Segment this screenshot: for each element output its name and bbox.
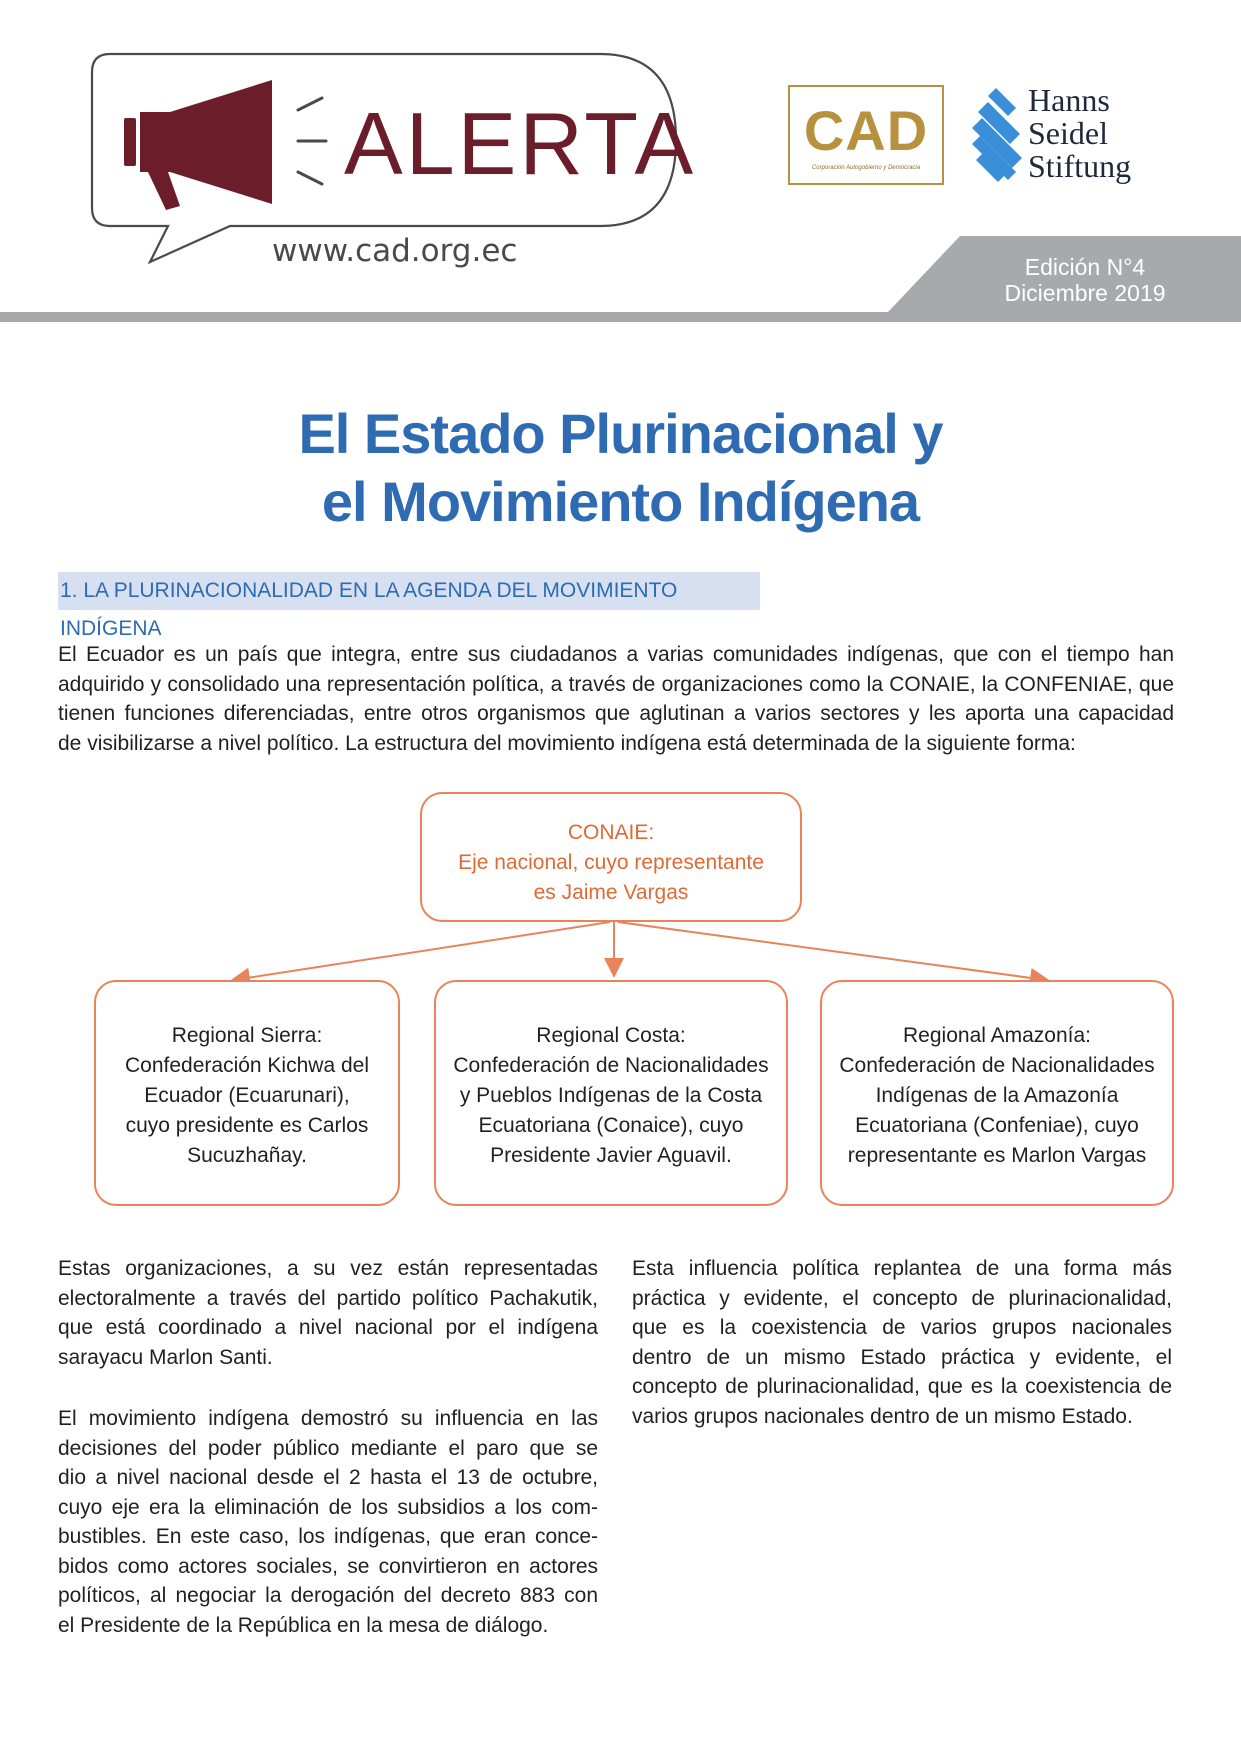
edition-number: Edición N°4 [1024, 254, 1146, 280]
box-line: Confederación Kichwa del [125, 1054, 369, 1077]
box-line: representante es Marlon Vargas [847, 1144, 1147, 1167]
page-title-line: El Estado Plurinacional y [298, 402, 943, 465]
regional-costa-box [434, 980, 788, 1206]
section-heading: 1. LA PLURINACIONALIDAD EN LA AGENDA DEL MOVIMIENTO INDÍGENA [58, 572, 760, 610]
sound-lines-icon [298, 98, 326, 184]
text-line: el Presidente de la República en la mesa de diálogo. [58, 1613, 549, 1637]
text-line: dio a nivel nacional desde el 2 hasta el 13 de octubre, [58, 1466, 598, 1489]
cad-logo-letters: CAD [803, 99, 929, 162]
text-line: dentro de un mismo Estado práctica y evidente, el [632, 1345, 1172, 1369]
text-line: varios grupos nacionales dentro de un mismo Estado. [632, 1404, 1133, 1428]
page-title-line: el Movimiento Indígena [321, 470, 920, 533]
hss-logo-line: Seidel [1028, 115, 1108, 151]
text-line: concepto de plurinacionalidad, que es la coexistencia de [632, 1375, 1172, 1398]
box-line: Regional Amazonía: [903, 1024, 1091, 1047]
intro-paragraph [58, 640, 1174, 758]
box-line: Regional Costa: [536, 1024, 686, 1047]
box-line: Ecuatoriana (Confeniae), cuyo [855, 1114, 1139, 1137]
hss-logo-text [1028, 84, 1131, 183]
text-line: que es la coexistencia de varios grupos nacionales [632, 1316, 1172, 1339]
text-line: Esta influencia política replantea de una forma más [632, 1257, 1172, 1280]
text-line: decisiones del poder público mediante el paro que se [58, 1436, 598, 1460]
text-line: El Ecuador es un país que integra, entre sus ciudadanos a varias comunidades indígenas, que con el tiempo han [58, 643, 1174, 666]
gray-band [0, 312, 1241, 322]
regional-amazonia-box [820, 980, 1174, 1206]
connector-arrow-amazonia [618, 922, 1046, 980]
text-line: bustibles. En este caso, los indígenas, que eran conce- [58, 1525, 598, 1548]
box-line: CONAIE: [567, 821, 655, 844]
website-link[interactable]: www.cad.org.ec [272, 233, 518, 269]
conaie-box [420, 792, 802, 922]
text-line: cuyo eje era la eliminación de los subsidios a los com- [58, 1495, 598, 1519]
box-line: es Jaime Vargas [533, 881, 689, 904]
text-line: electoralmente a través del partido político Pachakutik, [58, 1286, 598, 1310]
edition-date: Diciembre 2019 [1004, 280, 1166, 306]
megaphone-icon [124, 80, 272, 210]
edition-info [990, 254, 1180, 306]
cad-logo-subtitle: Corporación Autogobierno y Democracia [811, 165, 921, 171]
box-line: y Pueblos Indígenas de la Costa [459, 1084, 763, 1107]
left-paragraph-2 [58, 1404, 598, 1640]
right-paragraph [632, 1254, 1172, 1431]
text-line: bidos como actores sociales, se convirtieron en actores [58, 1554, 598, 1578]
box-line: Confederación de Nacionalidades [453, 1054, 769, 1077]
text-line: de visibilizarse a nivel político. La estructura del movimiento indígena está determinada de la siguiente forma: [58, 731, 1076, 755]
box-line: cuyo presidente es Carlos [125, 1114, 369, 1137]
page-title [0, 400, 1241, 536]
box-line: Eje nacional, cuyo representante [458, 851, 764, 874]
box-line: Confederación de Nacionalidades [839, 1054, 1155, 1077]
box-line: Indígenas de la Amazonía [875, 1084, 1119, 1107]
hss-stripes-logo [972, 88, 1022, 182]
hss-logo-line: Stiftung [1028, 148, 1132, 184]
text-line: Estas organizaciones, a su vez están representadas [58, 1257, 598, 1280]
text-line: políticos, al negociar la derogación del decreto 883 con [58, 1584, 598, 1607]
connector-arrow-sierra [234, 922, 610, 980]
regional-sierra-box [94, 980, 400, 1206]
text-line: adquirido y consolidado una representación política, a través de organizaciones como la CONAIE, la CONFENIAE, que [58, 672, 1174, 696]
text-line: que está coordinado a nivel nacional por el indígena [58, 1316, 598, 1339]
text-line: práctica y evidente, el concepto de plurinacionalidad, [632, 1286, 1172, 1310]
left-paragraph-1 [58, 1254, 598, 1372]
cad-logo [788, 85, 944, 185]
text-line: sarayacu Marlon Santi. [58, 1345, 273, 1369]
alerta-brand-word: ALERTA [344, 94, 697, 193]
box-line: Sucuzhañay. [187, 1144, 307, 1167]
box-line: Regional Sierra: [171, 1024, 323, 1047]
text-line: tienen funciones diferenciadas, entre otros organismos que aglutinan a varios sectores y les aporta una capacidad [58, 702, 1174, 725]
box-line: Ecuatoriana (Conaice), cuyo [478, 1114, 744, 1137]
box-line: Ecuador (Ecuarunari), [144, 1084, 350, 1107]
box-line: Presidente Javier Aguavil. [490, 1144, 732, 1167]
hss-logo-line: Hanns [1028, 82, 1110, 118]
text-line: El movimiento indígena demostró su influencia en las [58, 1407, 598, 1430]
